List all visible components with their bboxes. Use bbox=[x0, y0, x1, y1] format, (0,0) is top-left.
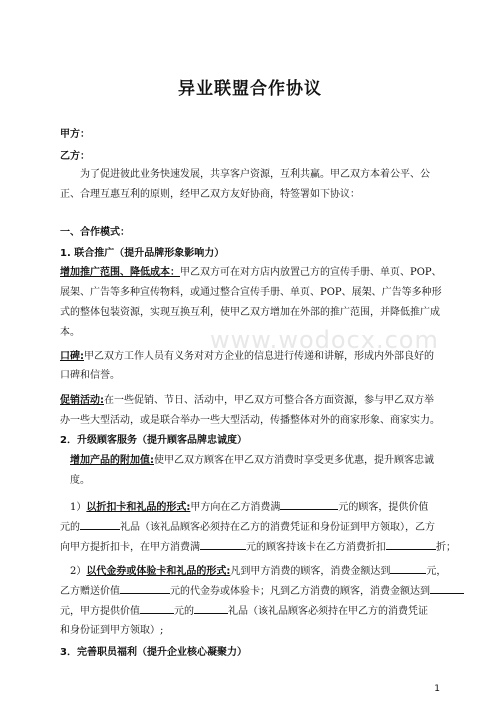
para-sales-line-1 bbox=[60, 394, 450, 408]
scheme-1-text-a: 甲方向在乙方消费满 bbox=[190, 502, 281, 513]
scheme-1-text-c: 元的 bbox=[60, 522, 80, 533]
scheme-1-number: 1） bbox=[70, 502, 87, 513]
scheme-1-text-b: 元的顾客，提供价值 bbox=[338, 502, 429, 513]
item-3-title: 3．完善职员福利（提升企业核心凝聚力） bbox=[60, 647, 247, 658]
blank-field[interactable] bbox=[200, 540, 246, 550]
para-promotion-text: 甲乙双方可在对方店内放置己方的宣传手册、单页、POP、 bbox=[180, 267, 442, 278]
scheme-2-text-f: 元的 bbox=[174, 606, 194, 617]
para-promotion-line-4: 本。 bbox=[60, 327, 80, 338]
scheme-1-line-1 bbox=[60, 500, 450, 515]
scheme-2-line-1 bbox=[60, 564, 450, 579]
scheme-2-text-a: 凡到甲方消费的顾客，消费金额达到 bbox=[230, 566, 391, 577]
scheme-1-text-g: 折； bbox=[436, 542, 456, 553]
blank-field[interactable] bbox=[120, 584, 170, 594]
blank-field[interactable] bbox=[140, 604, 174, 614]
para-sales-line-2: 办一些大型活动，或是联合举办一些大型活动，传播整体对外的商家形象、商家实力。 bbox=[60, 415, 440, 426]
para-promotion-label: 增加推广范围、降低成本： bbox=[60, 267, 180, 278]
blank-field[interactable] bbox=[430, 584, 464, 594]
item-2-title: 2．升级顾客服务（提升顾客品牌忠诚度） bbox=[60, 435, 247, 446]
scheme-2-text-e: 元，甲方提供价值 bbox=[60, 606, 140, 617]
scheme-1-text-f: 元的顾客持该卡在乙方消费折扣 bbox=[246, 542, 386, 553]
watermark: www.wodocx.com bbox=[210, 326, 439, 354]
scheme-1-text-d: 礼品（该礼品顾客必须持在乙方的消费凭证和身份证到甲方领取），乙方 bbox=[120, 522, 435, 533]
blank-field[interactable] bbox=[280, 500, 338, 510]
scheme-2-text-g: 礼品（该礼品顾客必须持在甲乙方的消费凭证 bbox=[228, 606, 428, 617]
intro-line-1: 为了促进彼此业务快速发展，共享客户资源，互利共赢。甲乙双方本着公平、公 bbox=[80, 169, 430, 180]
scheme-2-line-4: 和身份证到甲方领取）; bbox=[60, 625, 164, 636]
page-number: 1 bbox=[434, 684, 440, 694]
scheme-1-line-2 bbox=[60, 520, 450, 535]
scheme-2-label: 以代金券或体验卡和礼品的形式: bbox=[86, 566, 231, 577]
para-value-label: 增加产品的附加值: bbox=[70, 455, 154, 466]
party-b-label: 乙方： bbox=[60, 151, 90, 162]
para-sales-label: 促销活动: bbox=[60, 395, 104, 406]
scheme-2-text-d: 元的代金券或体验卡；凡到乙方消费的顾客，消费金额达到 bbox=[170, 586, 430, 597]
para-promotion-line-1 bbox=[60, 266, 450, 280]
para-reputation-line-1 bbox=[60, 350, 450, 364]
para-reputation-text: 甲乙双方工作人员有义务对对方企业的信息进行传递和讲解，形成内外部良好的 bbox=[84, 351, 434, 362]
blank-field[interactable] bbox=[194, 604, 228, 614]
section-1-title: 一、合作模式： bbox=[60, 227, 130, 238]
scheme-2-text-c: 乙方赠送价值 bbox=[60, 586, 120, 597]
para-sales-text: 在一些促销、节日、活动中，甲乙双方可整合各方面资源，参与甲乙双方举 bbox=[104, 395, 434, 406]
para-reputation-line-2: 口碑和信誉。 bbox=[60, 370, 120, 381]
para-reputation-label: 口碑: bbox=[60, 351, 84, 362]
scheme-2-number: 2） bbox=[70, 566, 87, 577]
scheme-1-line-3 bbox=[60, 540, 456, 555]
scheme-1-text-e: 向甲方提折扣卡，在甲方消费满 bbox=[60, 542, 200, 553]
scheme-1-label: 以折扣卡和礼品的形式: bbox=[86, 502, 191, 513]
document-title: 异业联盟合作协议 bbox=[178, 79, 322, 99]
scheme-2-text-b: 元， bbox=[426, 566, 447, 577]
blank-field[interactable] bbox=[80, 520, 120, 530]
para-value-line-2: 度。 bbox=[70, 475, 90, 486]
scheme-2-line-3 bbox=[60, 604, 450, 619]
blank-field[interactable] bbox=[386, 540, 436, 550]
blank-field[interactable] bbox=[390, 564, 426, 574]
para-promotion-line-3: 式的整体包装资源，实现互换互利，使甲乙双方增加在外部的推广范围，并降低推广成 bbox=[60, 307, 440, 318]
intro-line-2: 正、合理互惠互利的原则，经甲乙双方友好协商，特签署如下协议： bbox=[60, 189, 360, 200]
para-promotion-line-2: 展架、广告等多种宣传物料，或通过整合宣传手册、单页、POP、展架、广告等多种形 bbox=[60, 287, 442, 298]
para-value-text: 使甲乙双方顾客在甲乙双方消费时享受更多优惠，提升顾客忠诚 bbox=[154, 455, 434, 466]
item-1-title: 1. 联合推广（提升品牌形象影响力） bbox=[60, 248, 225, 259]
para-value-line-1 bbox=[60, 454, 450, 468]
party-a-label: 甲方： bbox=[60, 129, 90, 140]
scheme-2-line-2 bbox=[60, 584, 450, 599]
